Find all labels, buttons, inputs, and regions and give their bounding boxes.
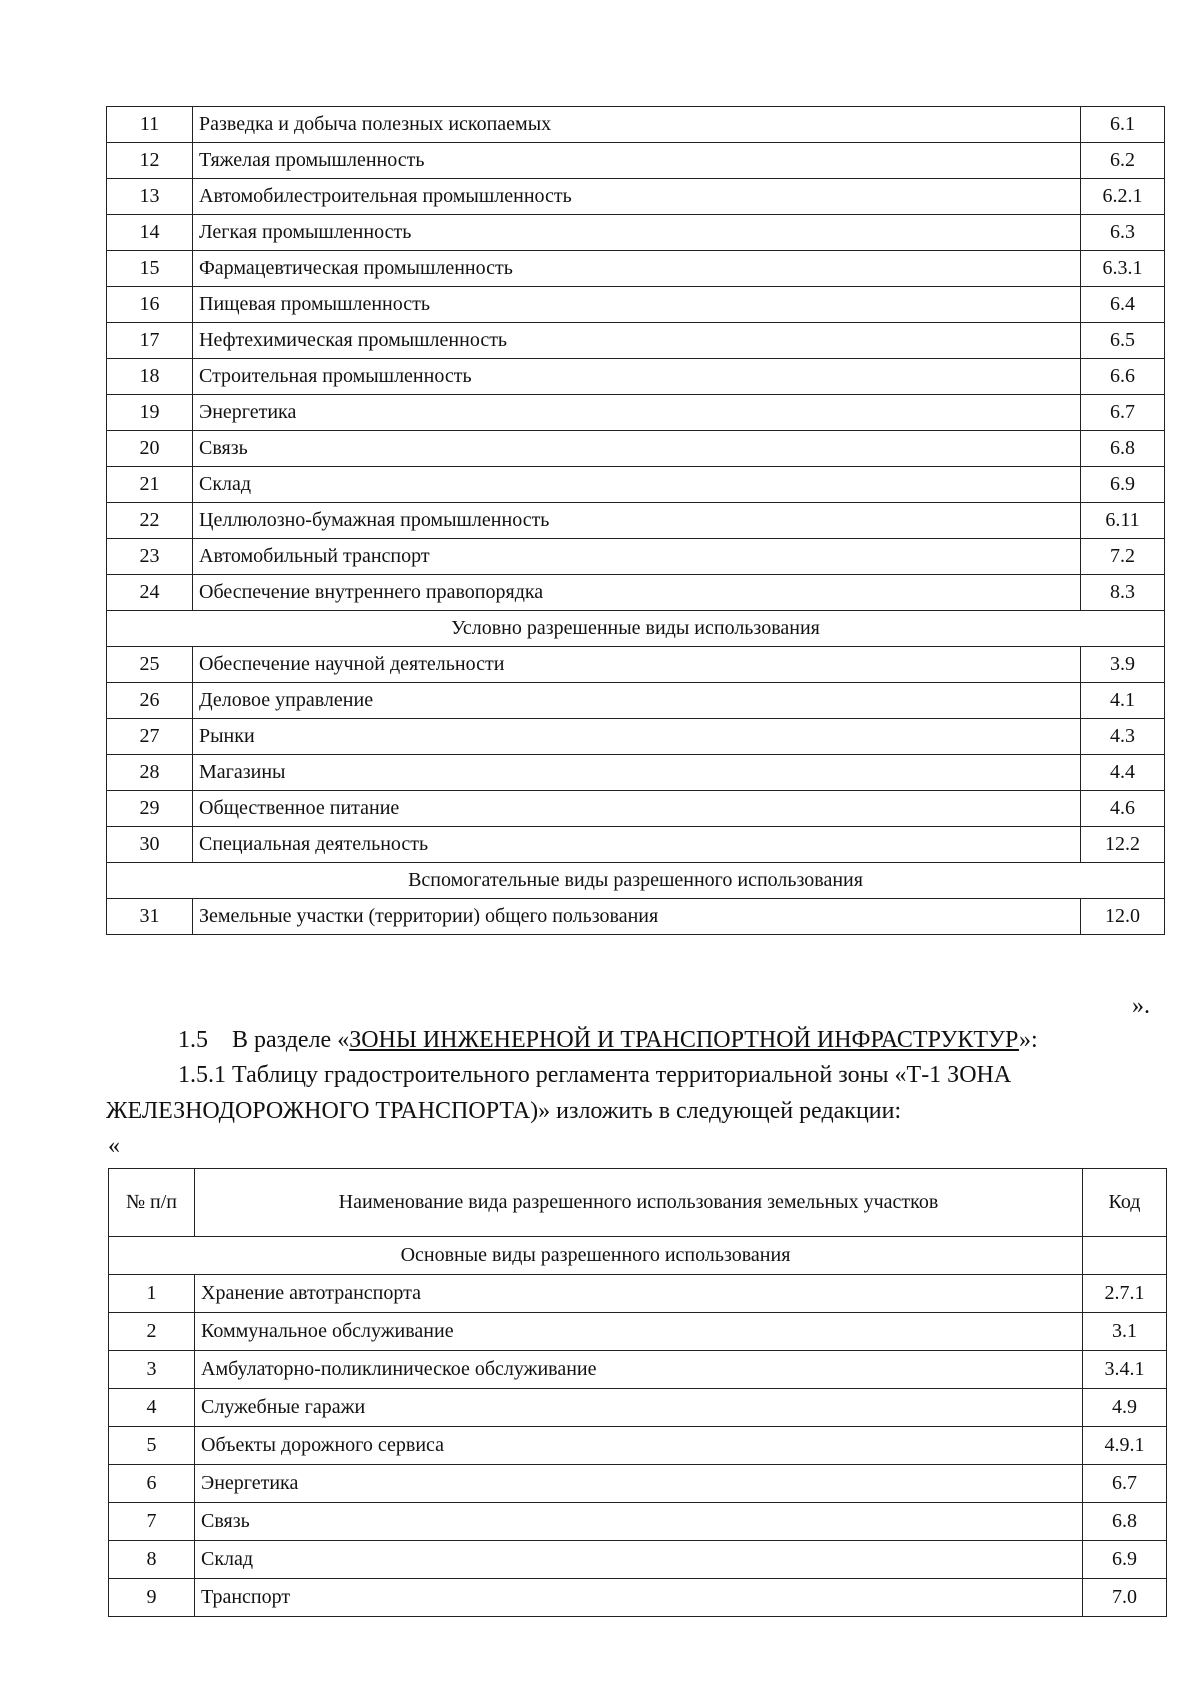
row-number: 15 — [107, 251, 193, 287]
row-number: 6 — [109, 1465, 195, 1503]
row-name: Легкая промышленность — [193, 215, 1081, 251]
paragraph-1-5 — [178, 1027, 1038, 1054]
table-row — [107, 647, 1165, 683]
row-name: Связь — [193, 431, 1081, 467]
row-number: 23 — [107, 539, 193, 575]
table-row — [109, 1389, 1167, 1427]
row-name: Энергетика — [193, 395, 1081, 431]
table-row — [107, 107, 1165, 143]
table-row — [109, 1541, 1167, 1579]
row-name: Рынки — [193, 719, 1081, 755]
row-number: 20 — [107, 431, 193, 467]
row-name: Связь — [195, 1503, 1083, 1541]
table-row — [107, 755, 1165, 791]
table-row — [109, 1351, 1167, 1389]
row-name: Специальная деятельность — [193, 827, 1081, 863]
row-code: 2.7.1 — [1083, 1275, 1167, 1313]
table-row — [109, 1313, 1167, 1351]
table-row — [107, 395, 1165, 431]
row-number: 8 — [109, 1541, 195, 1579]
empty-cell — [1083, 1237, 1167, 1275]
row-code: 4.9.1 — [1083, 1427, 1167, 1465]
row-number: 4 — [109, 1389, 195, 1427]
paragraph-suffix: »: — [1018, 1027, 1038, 1053]
row-number: 21 — [107, 467, 193, 503]
row-name: Магазины — [193, 755, 1081, 791]
row-name: Объекты дорожного сервиса — [195, 1427, 1083, 1465]
table-row — [109, 1427, 1167, 1465]
row-code: 6.7 — [1083, 1465, 1167, 1503]
row-number: 1 — [109, 1275, 195, 1313]
row-code: 12.0 — [1081, 899, 1165, 935]
table-row — [107, 539, 1165, 575]
row-number: 30 — [107, 827, 193, 863]
table-row — [107, 683, 1165, 719]
table-row — [109, 1579, 1167, 1617]
table-row — [109, 1503, 1167, 1541]
section-row-auxiliary — [107, 863, 1165, 899]
section-title: Вспомогательные виды разрешенного использования — [107, 863, 1165, 899]
paragraph-1-5-1-line1: 1.5.1 Таблицу градостроительного регламента территориальной зоны «Т-1 ЗОНА — [178, 1062, 1012, 1088]
row-name: Автомобилестроительная промышленность — [193, 179, 1081, 215]
paragraph-1-5-1-line2: ЖЕЛЕЗНОДОРОЖНОГО ТРАНСПОРТА)» изложить в следующей редакции: — [106, 1098, 902, 1124]
opening-quote: « — [108, 1133, 120, 1159]
row-code: 6.5 — [1081, 323, 1165, 359]
row-number: 31 — [107, 899, 193, 935]
row-name: Амбулаторно-поликлиническое обслуживание — [195, 1351, 1083, 1389]
row-code: 4.3 — [1081, 719, 1165, 755]
table-row — [107, 323, 1165, 359]
row-number: 13 — [107, 179, 193, 215]
row-name: Строительная промышленность — [193, 359, 1081, 395]
row-name: Целлюлозно-бумажная промышленность — [193, 503, 1081, 539]
table-row — [109, 1465, 1167, 1503]
land-use-table-continued — [106, 106, 1165, 935]
row-code: 4.1 — [1081, 683, 1165, 719]
t1-zone-regulation-table — [108, 1168, 1167, 1617]
row-name: Склад — [195, 1541, 1083, 1579]
paragraph-number: 1.5 — [178, 1027, 208, 1053]
header-number: № п/п — [109, 1169, 195, 1237]
table-row — [107, 215, 1165, 251]
row-code: 4.4 — [1081, 755, 1165, 791]
row-name: Тяжелая промышленность — [193, 143, 1081, 179]
row-number: 22 — [107, 503, 193, 539]
paragraph-prefix: В разделе « — [232, 1027, 350, 1053]
closing-quote: ». — [1132, 993, 1150, 1019]
row-name: Общественное питание — [193, 791, 1081, 827]
row-name: Обеспечение внутреннего правопорядка — [193, 575, 1081, 611]
row-name: Разведка и добыча полезных ископаемых — [193, 107, 1081, 143]
table-row — [107, 575, 1165, 611]
row-code: 6.4 — [1081, 287, 1165, 323]
row-number: 24 — [107, 575, 193, 611]
row-number: 12 — [107, 143, 193, 179]
row-number: 17 — [107, 323, 193, 359]
row-code: 6.11 — [1081, 503, 1165, 539]
row-code: 12.2 — [1081, 827, 1165, 863]
row-name: Пищевая промышленность — [193, 287, 1081, 323]
table-row — [107, 287, 1165, 323]
header-name: Наименование вида разрешенного использования земельных участков — [195, 1169, 1083, 1237]
row-code: 3.4.1 — [1083, 1351, 1167, 1389]
row-code: 6.9 — [1083, 1541, 1167, 1579]
row-code: 7.0 — [1083, 1579, 1167, 1617]
header-code: Код — [1083, 1169, 1167, 1237]
row-code: 6.8 — [1083, 1503, 1167, 1541]
row-name: Склад — [193, 467, 1081, 503]
row-number: 2 — [109, 1313, 195, 1351]
row-code: 7.2 — [1081, 539, 1165, 575]
row-code: 6.3.1 — [1081, 251, 1165, 287]
table-row — [107, 899, 1165, 935]
row-number: 14 — [107, 215, 193, 251]
row-number: 16 — [107, 287, 193, 323]
table-row — [109, 1275, 1167, 1313]
section-title: Основные виды разрешенного использования — [109, 1237, 1083, 1275]
row-code: 3.9 — [1081, 647, 1165, 683]
row-number: 27 — [107, 719, 193, 755]
row-name: Хранение автотранспорта — [195, 1275, 1083, 1313]
row-number: 29 — [107, 791, 193, 827]
row-name: Коммунальное обслуживание — [195, 1313, 1083, 1351]
row-code: 6.6 — [1081, 359, 1165, 395]
table-row — [107, 719, 1165, 755]
row-code: 6.7 — [1081, 395, 1165, 431]
row-number: 18 — [107, 359, 193, 395]
table-row — [107, 827, 1165, 863]
row-number: 19 — [107, 395, 193, 431]
table-row — [107, 791, 1165, 827]
row-name: Фармацевтическая промышленность — [193, 251, 1081, 287]
table-header-row — [109, 1169, 1167, 1237]
row-code: 8.3 — [1081, 575, 1165, 611]
row-name: Нефтехимическая промышленность — [193, 323, 1081, 359]
row-number: 11 — [107, 107, 193, 143]
row-number: 3 — [109, 1351, 195, 1389]
row-name: Деловое управление — [193, 683, 1081, 719]
section-row-main — [109, 1237, 1167, 1275]
row-name: Обеспечение научной деятельности — [193, 647, 1081, 683]
table-row — [107, 143, 1165, 179]
row-code: 6.2 — [1081, 143, 1165, 179]
row-number: 7 — [109, 1503, 195, 1541]
row-code: 4.6 — [1081, 791, 1165, 827]
section-link[interactable]: ЗОНЫ ИНЖЕНЕРНОЙ И ТРАНСПОРТНОЙ ИНФРАСТРУКТУР — [349, 1027, 1019, 1053]
row-name: Энергетика — [195, 1465, 1083, 1503]
row-code: 6.1 — [1081, 107, 1165, 143]
table-row — [107, 179, 1165, 215]
row-name: Служебные гаражи — [195, 1389, 1083, 1427]
row-code: 6.3 — [1081, 215, 1165, 251]
row-code: 4.9 — [1083, 1389, 1167, 1427]
table-row — [107, 251, 1165, 287]
row-name: Автомобильный транспорт — [193, 539, 1081, 575]
row-code: 6.8 — [1081, 431, 1165, 467]
row-code: 6.2.1 — [1081, 179, 1165, 215]
table-row — [107, 359, 1165, 395]
row-number: 5 — [109, 1427, 195, 1465]
table-row — [107, 467, 1165, 503]
section-row-conditional — [107, 611, 1165, 647]
row-number: 28 — [107, 755, 193, 791]
table-row — [107, 431, 1165, 467]
row-number: 26 — [107, 683, 193, 719]
section-title: Условно разрешенные виды использования — [107, 611, 1165, 647]
row-code: 3.1 — [1083, 1313, 1167, 1351]
row-name: Транспорт — [195, 1579, 1083, 1617]
row-number: 25 — [107, 647, 193, 683]
row-code: 6.9 — [1081, 467, 1165, 503]
row-name: Земельные участки (территории) общего пользования — [193, 899, 1081, 935]
table-row — [107, 503, 1165, 539]
row-number: 9 — [109, 1579, 195, 1617]
